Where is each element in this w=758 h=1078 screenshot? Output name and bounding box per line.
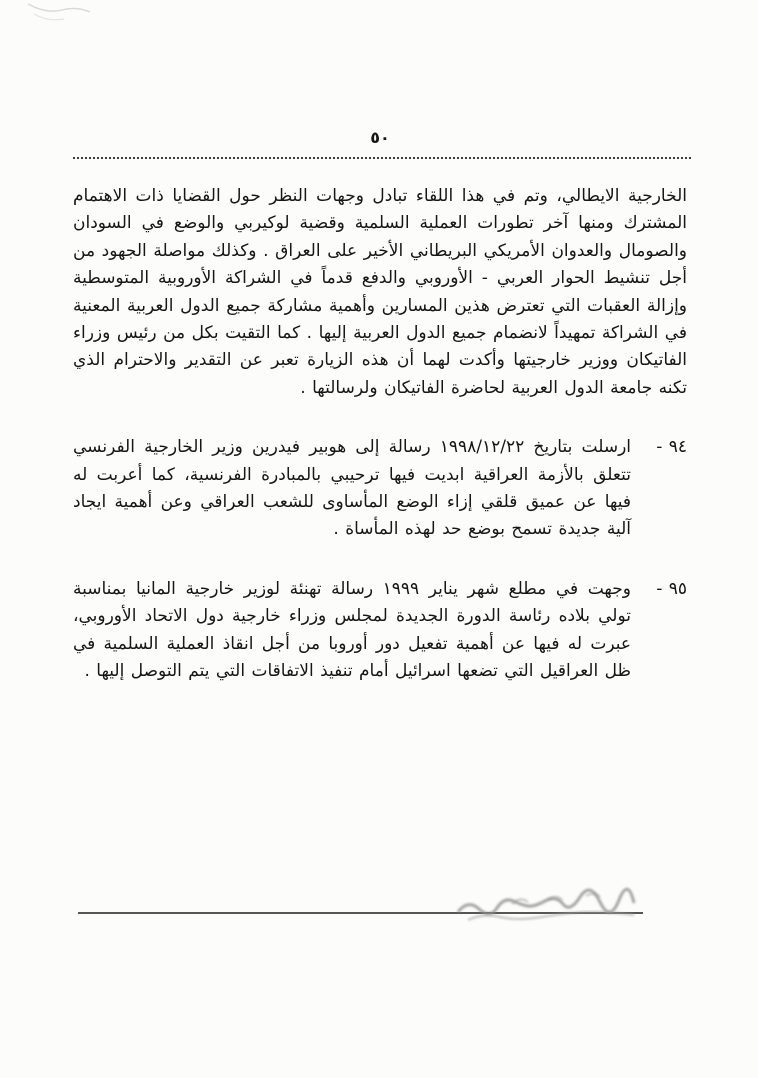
header-rule [73, 157, 691, 159]
text-block [73, 183, 687, 686]
item-text: وجهت في مطلع شهر يناير ١٩٩٩ رسالة تهنئة لوزير خارجية المانيا بمناسبة تولي بلاده رئاسة الدورة الجديدة لمجلس وزراء خارجية دول الاتحاد الأوروبي، عبرت له فيها عن أهمية تفعيل دور أوروبا من أجل انقاذ العملية السلمية في ظل العراقيل التي تضعها اسرائيل أمام تنفيذ الاتفاقات التي يتم التوصل إليها . [73, 578, 631, 682]
item-number: ٩٤ - [656, 437, 687, 458]
numbered-item [73, 576, 687, 686]
page-number: ٥٠ [370, 128, 390, 147]
item-text: ارسلت بتاريخ ١٩٩٨/١٢/٢٢ رسالة إلى هوبير فيدرين وزير الخارجية الفرنسي تتعلق بالأزمة العراقية ابديت فيها ترحيبي بالمبادرة الفرنسية، كما أعربت له فيها عن عميق قلقي إزاء الوضع المأساوى للشعب العراقي وعن أهمية ايجاد آلية جديدة تسمح بوضع حد لهذه المأساة . [73, 437, 632, 540]
item-number: ٩٥ - [656, 578, 687, 599]
stamp-smudge [452, 886, 647, 930]
scan-artifact [18, 0, 108, 48]
body-paragraph: الخارجية الايطالي، وتم في هذا اللقاء تبادل وجهات النظر حول القضايا ذات الاهتمام المشترك ومنها آخر تطورات العملية السلمية وقضية لوكيربي والوضع في السودان والصومال والعدوان الأمريكي البريطاني الأخير على العراق . وكذلك مواصلة الجهود من أجل تنشيط الحوار العربي - الأوروبي والدفع قدماً في الشراكة الأوروبية المتوسطية وإزالة العقبات التي تعترض هذين المسارين وأهمية مشاركة جميع الدول العربية المعنية في الشراكة تمهيداً لانضمام جميع الدول العربية إليها . كما التقيت بكل من رئيس وزراء الفاتيكان ووزير خارجيتها وأكدت لهما أن هذه الزيارة تعبر عن التقدير والاحترام الذي تكنه جامعة الدول العربية لحاضرة الفاتيكان ولرسالتها . [73, 186, 687, 398]
numbered-item [73, 434, 687, 544]
